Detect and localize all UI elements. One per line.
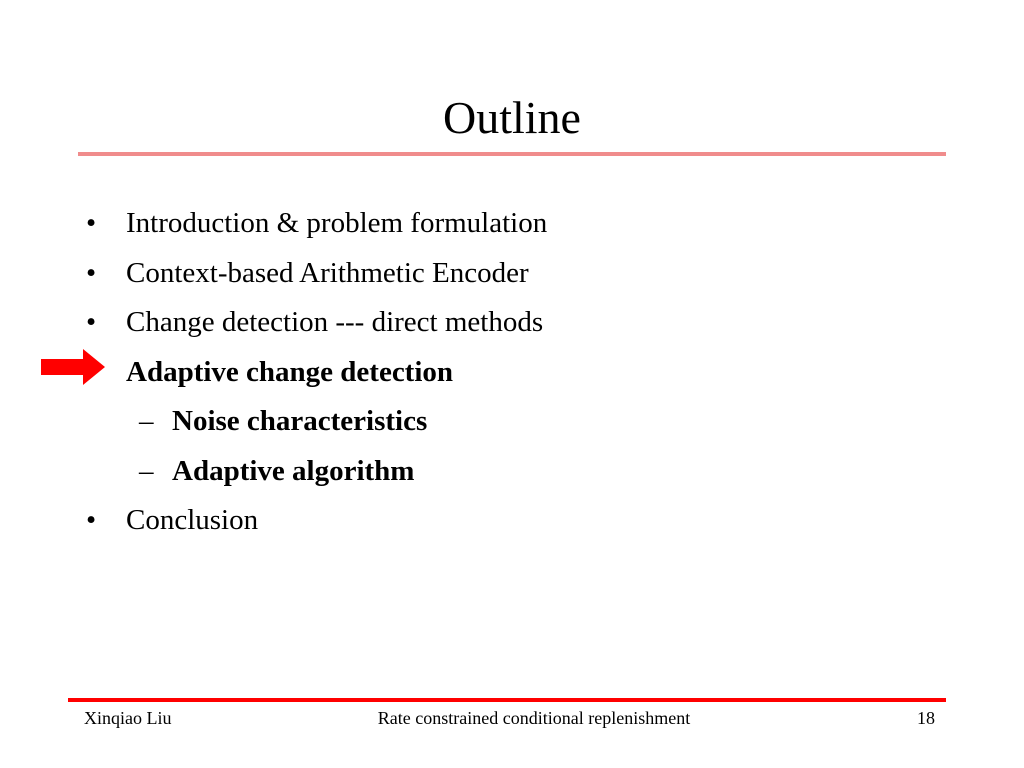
sub-list-item-text: Noise characteristics	[172, 405, 428, 437]
list-item	[0, 199, 1024, 249]
list-item	[0, 298, 1024, 348]
list-item-text: Conclusion	[126, 504, 259, 536]
footer-talk-title: Rate constrained conditional replenishment	[377, 708, 691, 728]
list-item-text: Change detection --- direct methods	[126, 306, 544, 338]
list-item-text: Introduction & problem formulation	[126, 207, 548, 239]
bullet-marker: •	[86, 504, 97, 536]
sub-bullet-marker: –	[139, 454, 154, 487]
sub-list-item	[0, 397, 1024, 447]
sub-list-item-text: Adaptive algorithm	[172, 454, 415, 487]
bullet-marker: •	[86, 256, 97, 289]
sub-list-item	[0, 447, 1024, 497]
footer-author: Xinqiao Liu	[84, 708, 172, 728]
sub-bullet-marker: –	[139, 405, 154, 437]
bullet-marker: •	[86, 207, 97, 239]
outline-list	[0, 199, 1024, 546]
list-item-current	[0, 348, 1024, 398]
bullet-marker: •	[86, 306, 97, 338]
footer-divider	[68, 698, 946, 702]
list-item	[0, 249, 1024, 299]
list-item-text: Adaptive change detection	[126, 355, 454, 388]
title-divider	[78, 152, 946, 156]
list-item-text: Context-based Arithmetic Encoder	[126, 256, 529, 289]
list-item	[0, 496, 1024, 546]
slide-title: Outline	[443, 92, 581, 143]
page-number: 18	[917, 708, 935, 728]
